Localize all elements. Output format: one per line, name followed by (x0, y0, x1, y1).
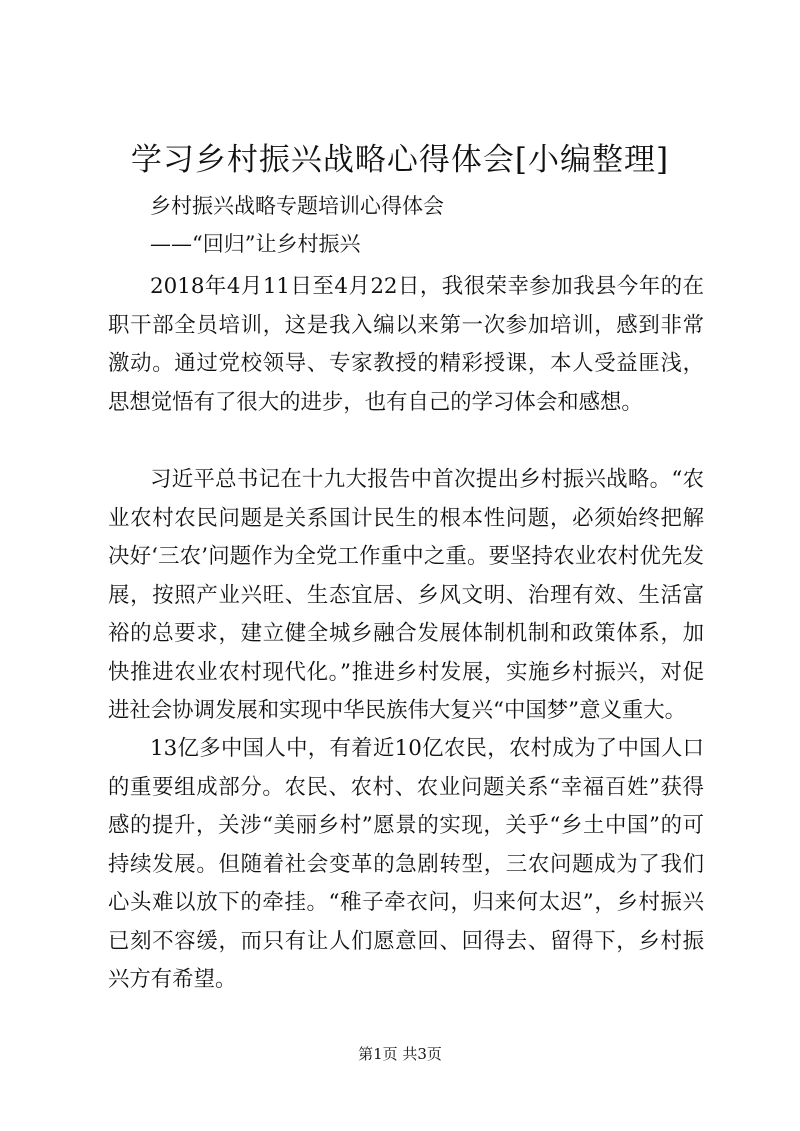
paragraph-1: 2018年4月11日至4月22日，我很荣幸参加我县今年的在职干部全员培训，这是我入编以来第一次参加培训，感到非常激动。通过党校领导、专家教授的精彩授课，本人受益匪浅，思想觉悟有了很大的进步，也有自己的学习体会和感想。 (108, 274, 704, 415)
document-subheading: ——“回归”让乡村振兴 (150, 232, 361, 256)
paragraph-3: 13亿多中国人中，有着近10亿农民，农村成为了中国人口的重要组成部分。农民、农村、农业问题关系“幸福百姓”获得感的提升，关涉“美丽乡村”愿景的实现，关乎“乡土中国”的可持续发展。但随着社会变革的急剧转型，三农问题成为了我们心头难以放下的牵挂。“稚子牵衣问，归来何太迟”，乡村振兴已刻不容缓，而只有让人们愿意回、回得去、留得下，乡村振兴方有希望。 (108, 736, 704, 992)
document-subtitle: 乡村振兴战略专题培训心得体会 (150, 194, 444, 218)
document-title: 学习乡村振兴战略心得体会[小编整理] (130, 142, 670, 178)
paragraph-2: 习近平总书记在十九大报告中首次提出乡村振兴战略。“农业农村农民问题是关系国计民生的根本性问题，必须始终把解决好‘三农’问题作为全党工作重中之重。要坚持农业农村优先发展，按照产业兴旺、生态宜居、乡风文明、治理有效、生活富裕的总要求，建立健全城乡融合发展体制机制和政策体系，加快推进农业农村现代化。”推进乡村发展，实施乡村振兴，对促进社会协调发展和实现中华民族伟大复兴“中国梦”意义重大。 (108, 467, 704, 723)
page-number-footer: 第1页 共3页 (358, 1045, 442, 1063)
